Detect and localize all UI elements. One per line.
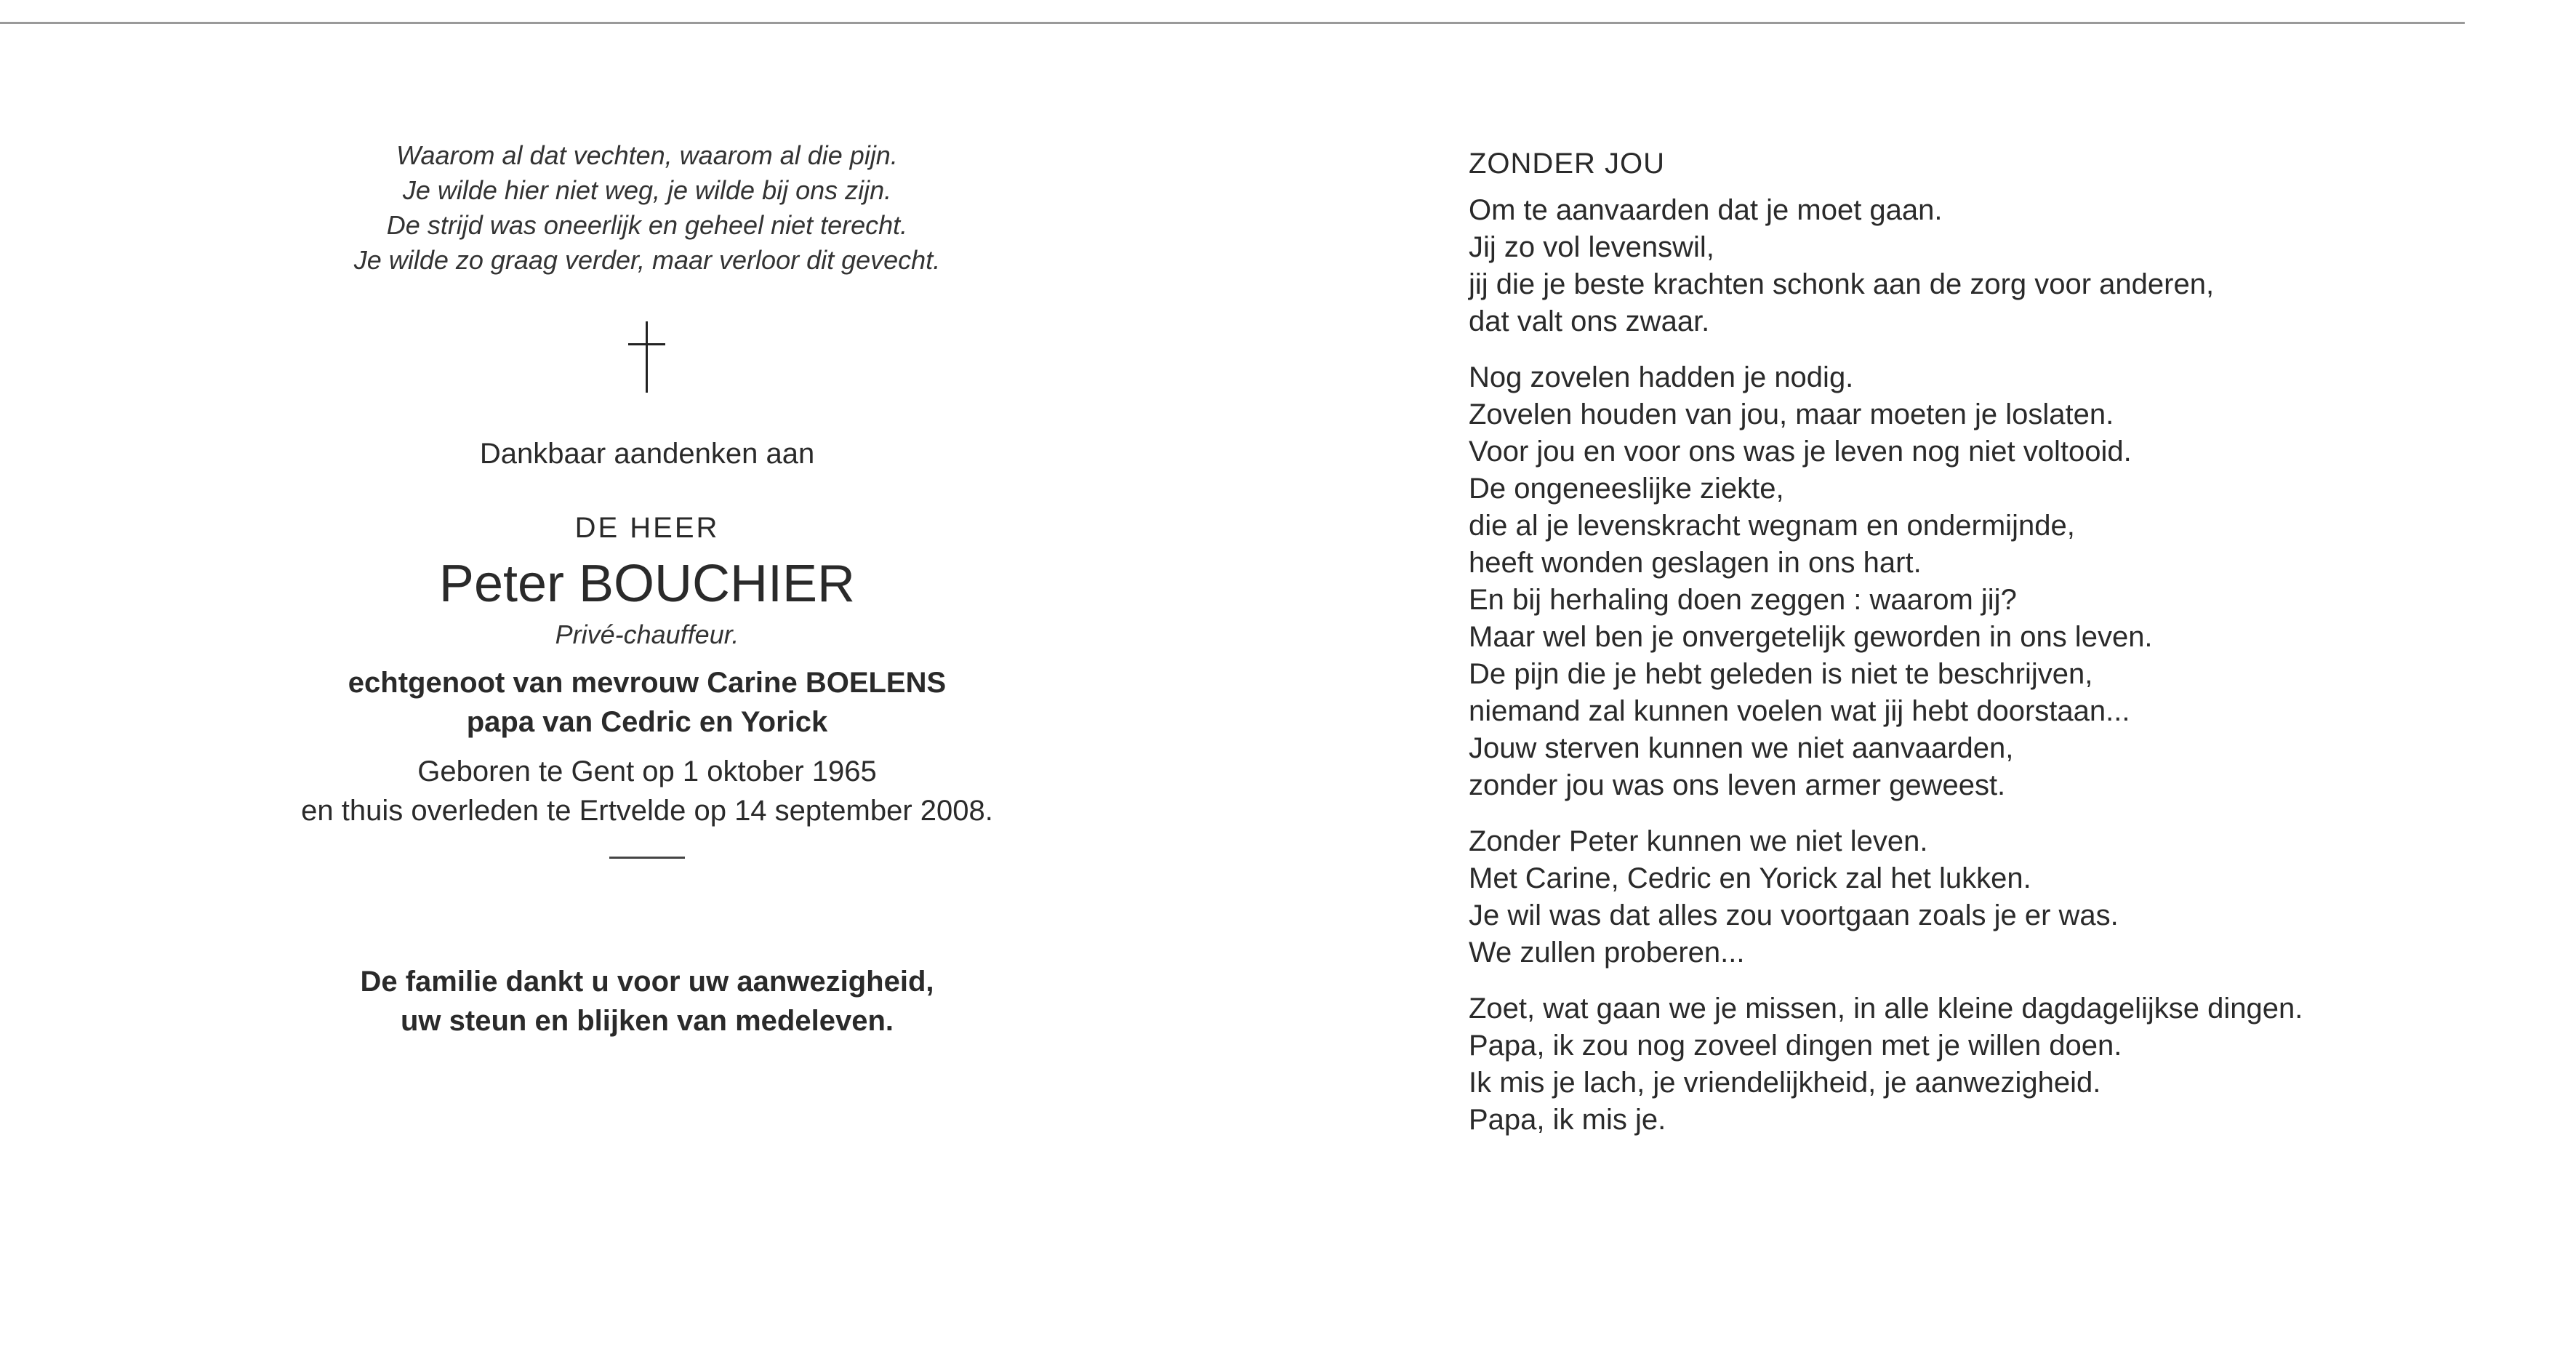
poem-line: niemand zal kunnen voelen wat jij hebt doorstaan... [1469,695,2130,727]
intro-verse-line: Waarom al dat vechten, waarom al die pijn. [396,140,898,170]
poem-line: En bij herhaling doen zeggen : waarom jij? [1469,584,2017,616]
intro-verse-line: De strijd was oneerlijk en geheel niet terecht. [386,210,908,240]
poem-line: die al je levenskracht wegnam en ondermijnde, [1469,510,2075,542]
poem-title: ZONDER JOU [1469,148,1665,180]
poem-line: Met Carine, Cedric en Yorick zal het lukken. [1469,862,2031,894]
poem-line: heeft wonden geslagen in ons hart. [1469,547,1922,579]
family-thanks [262,962,1032,1041]
cross-icon [625,321,669,394]
poem-line: Papa, ik zou nog zoveel dingen met je willen doen. [1469,1030,2122,1062]
poem-stanza [1469,990,2487,1139]
poem-stanza [1469,359,2487,804]
poem-stanza [1469,823,2487,971]
poem-line: Jij zo vol levenswil, [1469,231,1714,263]
poem-line: Je wil was dat alles zou voortgaan zoals je er was. [1469,899,2119,931]
poem-panel [1469,145,2487,1139]
family-relations [262,663,1032,742]
poem-line: De pijn die je hebt geleden is niet te beschrijven, [1469,658,2093,690]
poem-line: Jouw sterven kunnen we niet aanvaarden, [1469,732,2014,764]
poem-line: Voor jou en voor ons was je leven nog niet voltooid. [1469,436,2132,468]
poem-line: Maar wel ben je onvergetelijk geworden in ons leven. [1469,621,2153,653]
intro-verse-line: Je wilde zo graag verder, maar verloor dit gevecht. [353,245,941,275]
cross-icon-vertical [646,321,648,393]
poem-line: De ongeneeslijke ziekte, [1469,473,1784,505]
occupation: Privé-chauffeur. [555,620,739,649]
life-dates [262,752,1032,830]
poem-line: Zovelen houden van jou, maar moeten je loslaten. [1469,398,2114,430]
poem-line: Ik mis je lach, je vriendelijkheid, je aanwezigheid. [1469,1067,2101,1099]
relation-line: echtgenoot van mevrouw Carine BOELENS [348,667,947,699]
cross-icon-horizontal [628,343,665,345]
birth-line: Geboren te Gent op 1 oktober 1965 [417,755,877,787]
poem-line: Om te aanvaarden dat je moet gaan. [1469,194,1943,226]
deceased-name: Peter BOUCHIER [438,555,856,613]
thanks-line: uw steun en blijken van medeleven. [401,1005,894,1037]
poem-line: Nog zovelen hadden je nodig. [1469,361,1854,393]
poem-line: zonder jou was ons leven armer geweest. [1469,769,2006,801]
poem-line: We zullen proberen... [1469,937,1745,969]
poem-line: Zoet, wat gaan we je missen, in alle kleine dagdagelijkse dingen. [1469,993,2303,1025]
honorific: DE HEER [574,512,720,544]
intro-verse-line: Je wilde hier niet weg, je wilde bij ons zijn. [402,175,892,205]
relation-line: papa van Cedric en Yorick [466,706,828,738]
memorial-left-panel [262,138,1032,1041]
poem-line: Zonder Peter kunnen we niet leven. [1469,825,1928,857]
poem-line: jij die je beste krachten schonk aan de zorg voor anderen, [1469,268,2215,300]
poem-stanza [1469,192,2487,340]
death-line: en thuis overleden te Ertvelde op 14 september 2008. [301,795,993,827]
poem-line: Papa, ik mis je. [1469,1104,1666,1136]
intro-verse [262,138,1032,278]
poem-line: dat valt ons zwaar. [1469,305,1710,337]
thanks-line: De familie dankt u voor uw aanwezigheid, [360,966,934,998]
dedication-text: Dankbaar aandenken aan [479,438,815,470]
top-divider-line [0,22,2465,24]
short-separator [609,857,685,859]
